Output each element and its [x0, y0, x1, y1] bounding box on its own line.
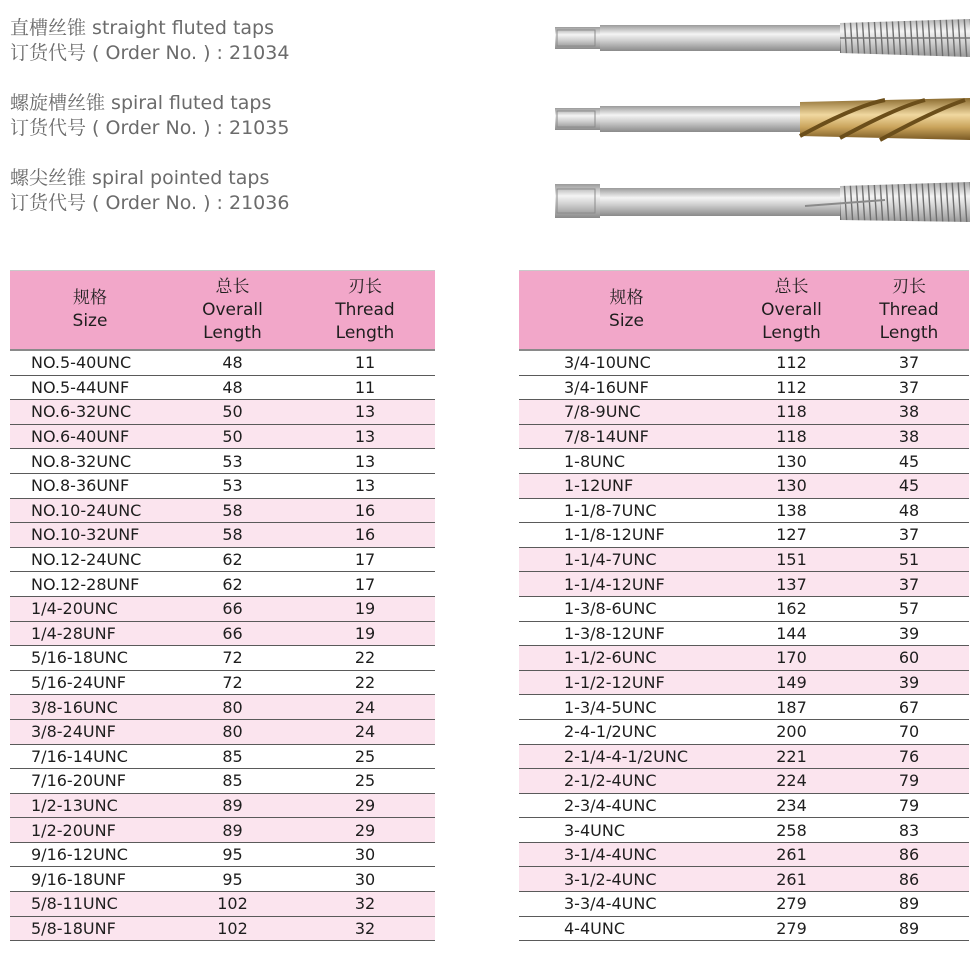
size-cell: 1-8UNC — [519, 449, 734, 474]
thread-length-cell: 39 — [849, 621, 969, 646]
thread-length-cell: 25 — [295, 769, 435, 794]
overall-length-cell: 279 — [734, 892, 849, 917]
size-cell: NO.10-32UNF — [10, 523, 170, 548]
overall-length-cell: 85 — [170, 769, 295, 794]
thread-length-cell: 45 — [849, 449, 969, 474]
thread-length-cell: 22 — [295, 646, 435, 671]
size-cell: 1-3/8-6UNC — [519, 596, 734, 621]
thread-length-cell: 60 — [849, 646, 969, 671]
thread-length-cell: 13 — [295, 473, 435, 498]
thread-length-cell: 79 — [849, 769, 969, 794]
table-row — [519, 498, 969, 523]
table-row — [10, 670, 435, 695]
table-row — [10, 818, 435, 843]
overall-length-cell: 112 — [734, 375, 849, 400]
product-name: 直槽丝锥 straight fluted taps — [10, 17, 275, 39]
overall-length-cell: 118 — [734, 400, 849, 425]
overall-length-cell: 234 — [734, 793, 849, 818]
overall-length-cell: 130 — [734, 473, 849, 498]
size-cell: 2-3/4-4UNC — [519, 793, 734, 818]
size-cell: NO.5-40UNC — [10, 350, 170, 375]
overall-length-cell: 170 — [734, 646, 849, 671]
size-cell: 3/8-16UNC — [10, 695, 170, 720]
size-cell: 3-3/4-4UNC — [519, 892, 734, 917]
thread-length-cell: 38 — [849, 400, 969, 425]
table-row — [10, 793, 435, 818]
overall-length-cell: 80 — [170, 719, 295, 744]
overall-length-cell: 130 — [734, 449, 849, 474]
table-row — [519, 744, 969, 769]
spiral-fluted-tap-image — [555, 96, 970, 142]
overall-length-cell: 66 — [170, 596, 295, 621]
overall-length-header: 总长 Overall Length — [734, 271, 849, 351]
size-cell: NO.8-32UNC — [10, 449, 170, 474]
table-row — [519, 867, 969, 892]
size-cell: 1-3/8-12UNF — [519, 621, 734, 646]
size-cell: 4-4UNC — [519, 916, 734, 941]
size-cell: 7/16-20UNF — [10, 769, 170, 794]
thread-length-cell: 11 — [295, 350, 435, 375]
table-row — [519, 916, 969, 941]
table-row — [519, 572, 969, 597]
size-cell: 3/8-24UNF — [10, 719, 170, 744]
table-row — [519, 449, 969, 474]
table-row — [10, 719, 435, 744]
table-row — [519, 350, 969, 375]
table-row — [10, 744, 435, 769]
thread-length-cell: 57 — [849, 596, 969, 621]
table-row — [519, 670, 969, 695]
overall-length-cell: 137 — [734, 572, 849, 597]
size-cell: NO.6-32UNC — [10, 400, 170, 425]
table-row — [519, 818, 969, 843]
overall-length-cell: 149 — [734, 670, 849, 695]
size-cell: 2-4-1/2UNC — [519, 719, 734, 744]
thread-length-cell: 37 — [849, 523, 969, 548]
overall-length-cell: 279 — [734, 916, 849, 941]
overall-length-cell: 261 — [734, 842, 849, 867]
overall-length-cell: 138 — [734, 498, 849, 523]
table-row — [10, 424, 435, 449]
product-name: 螺旋槽丝锥 spiral fluted taps — [10, 92, 272, 114]
size-cell: NO.8-36UNF — [10, 473, 170, 498]
overall-length-cell: 72 — [170, 670, 295, 695]
overall-length-cell: 62 — [170, 547, 295, 572]
size-cell: NO.12-24UNC — [10, 547, 170, 572]
spec-table-right — [519, 270, 969, 941]
table-row — [10, 892, 435, 917]
table-row — [10, 473, 435, 498]
size-header: 规格 Size — [10, 271, 170, 351]
table-row — [10, 621, 435, 646]
overall-length-cell: 151 — [734, 547, 849, 572]
table-row — [519, 695, 969, 720]
size-cell: 3/4-16UNF — [519, 375, 734, 400]
table-row — [10, 449, 435, 474]
size-cell: 1-1/4-7UNC — [519, 547, 734, 572]
size-cell: 1-1/4-12UNF — [519, 572, 734, 597]
overall-length-cell: 144 — [734, 621, 849, 646]
table-row — [519, 892, 969, 917]
overall-length-cell: 258 — [734, 818, 849, 843]
overall-length-cell: 48 — [170, 350, 295, 375]
overall-length-cell: 53 — [170, 473, 295, 498]
size-cell: NO.10-24UNC — [10, 498, 170, 523]
spiral-pointed-tap-image — [555, 180, 970, 226]
overall-length-cell: 58 — [170, 498, 295, 523]
overall-length-cell: 224 — [734, 769, 849, 794]
table-row — [519, 400, 969, 425]
table-row — [10, 646, 435, 671]
thread-length-cell: 24 — [295, 719, 435, 744]
table-row — [10, 695, 435, 720]
thread-length-cell: 37 — [849, 350, 969, 375]
table-row — [519, 547, 969, 572]
table-row — [10, 547, 435, 572]
size-cell: 1-12UNF — [519, 473, 734, 498]
size-cell: 1-1/2-6UNC — [519, 646, 734, 671]
size-cell: 1/4-20UNC — [10, 596, 170, 621]
thread-length-cell: 17 — [295, 572, 435, 597]
table-row — [10, 375, 435, 400]
size-cell: 9/16-18UNF — [10, 867, 170, 892]
thread-length-cell: 19 — [295, 621, 435, 646]
table-row — [10, 400, 435, 425]
table-row — [519, 523, 969, 548]
table-row — [10, 498, 435, 523]
overall-length-cell: 221 — [734, 744, 849, 769]
product-name: 螺尖丝锥 spiral pointed taps — [10, 167, 270, 189]
thread-length-cell: 32 — [295, 916, 435, 941]
thread-length-cell: 67 — [849, 695, 969, 720]
overall-length-cell: 112 — [734, 350, 849, 375]
thread-length-cell: 89 — [849, 916, 969, 941]
thread-length-header: 刃长 Thread Length — [295, 271, 435, 351]
thread-length-cell: 45 — [849, 473, 969, 498]
size-header: 规格 Size — [519, 271, 734, 351]
table-row — [519, 621, 969, 646]
thread-length-cell: 86 — [849, 842, 969, 867]
size-cell: 9/16-12UNC — [10, 842, 170, 867]
table-row — [10, 842, 435, 867]
table-row — [10, 596, 435, 621]
table-row — [10, 867, 435, 892]
size-cell: NO.6-40UNF — [10, 424, 170, 449]
overall-length-cell: 162 — [734, 596, 849, 621]
overall-length-cell: 62 — [170, 572, 295, 597]
table-row — [519, 646, 969, 671]
size-cell: 1/2-20UNF — [10, 818, 170, 843]
size-cell: NO.5-44UNF — [10, 375, 170, 400]
overall-length-cell: 80 — [170, 695, 295, 720]
table-row — [10, 769, 435, 794]
thread-length-cell: 30 — [295, 867, 435, 892]
table-row — [10, 572, 435, 597]
size-cell: 1/2-13UNC — [10, 793, 170, 818]
size-cell: 5/16-18UNC — [10, 646, 170, 671]
overall-length-cell: 187 — [734, 695, 849, 720]
table-row — [10, 350, 435, 375]
thread-length-cell: 70 — [849, 719, 969, 744]
order-number: 订货代号 ( Order No. ) : 21035 — [10, 117, 290, 139]
overall-length-cell: 58 — [170, 523, 295, 548]
size-cell: 5/8-11UNC — [10, 892, 170, 917]
thread-length-cell: 39 — [849, 670, 969, 695]
table-row — [519, 719, 969, 744]
size-cell: NO.12-28UNF — [10, 572, 170, 597]
thread-length-cell: 29 — [295, 818, 435, 843]
thread-length-cell: 22 — [295, 670, 435, 695]
thread-length-cell: 76 — [849, 744, 969, 769]
thread-length-cell: 79 — [849, 793, 969, 818]
spec-table-left — [10, 270, 435, 941]
size-cell: 3/4-10UNC — [519, 350, 734, 375]
product-straight-fluted — [10, 16, 530, 66]
order-number: 订货代号 ( Order No. ) : 21034 — [10, 42, 290, 64]
size-cell: 3-1/2-4UNC — [519, 867, 734, 892]
overall-length-cell: 127 — [734, 523, 849, 548]
overall-length-header: 总长 Overall Length — [170, 271, 295, 351]
size-cell: 2-1/4-4-1/2UNC — [519, 744, 734, 769]
straight-fluted-tap-image — [555, 15, 970, 61]
thread-length-cell: 37 — [849, 572, 969, 597]
size-cell: 1-1/8-7UNC — [519, 498, 734, 523]
thread-length-cell: 13 — [295, 400, 435, 425]
overall-length-cell: 118 — [734, 424, 849, 449]
thread-length-cell: 89 — [849, 892, 969, 917]
thread-length-cell: 13 — [295, 449, 435, 474]
size-cell: 5/8-18UNF — [10, 916, 170, 941]
thread-length-cell: 17 — [295, 547, 435, 572]
table-row — [519, 424, 969, 449]
overall-length-cell: 95 — [170, 842, 295, 867]
table-row — [519, 842, 969, 867]
thread-length-header: 刃长 Thread Length — [849, 271, 969, 351]
thread-length-cell: 32 — [295, 892, 435, 917]
table-row — [10, 916, 435, 941]
thread-length-cell: 48 — [849, 498, 969, 523]
size-cell: 7/8-14UNF — [519, 424, 734, 449]
overall-length-cell: 200 — [734, 719, 849, 744]
size-cell: 7/8-9UNC — [519, 400, 734, 425]
overall-length-cell: 89 — [170, 793, 295, 818]
thread-length-cell: 86 — [849, 867, 969, 892]
product-spiral-fluted — [10, 91, 530, 141]
table-row — [519, 473, 969, 498]
overall-length-cell: 102 — [170, 916, 295, 941]
overall-length-cell: 50 — [170, 424, 295, 449]
product-spiral-pointed — [10, 166, 530, 216]
thread-length-cell: 37 — [849, 375, 969, 400]
size-cell: 7/16-14UNC — [10, 744, 170, 769]
thread-length-cell: 30 — [295, 842, 435, 867]
thread-length-cell: 83 — [849, 818, 969, 843]
overall-length-cell: 85 — [170, 744, 295, 769]
overall-length-cell: 72 — [170, 646, 295, 671]
thread-length-cell: 38 — [849, 424, 969, 449]
table-row — [10, 523, 435, 548]
overall-length-cell: 95 — [170, 867, 295, 892]
thread-length-cell: 24 — [295, 695, 435, 720]
overall-length-cell: 261 — [734, 867, 849, 892]
size-cell: 2-1/2-4UNC — [519, 769, 734, 794]
thread-length-cell: 16 — [295, 498, 435, 523]
table-row — [519, 375, 969, 400]
size-cell: 1-3/4-5UNC — [519, 695, 734, 720]
overall-length-cell: 89 — [170, 818, 295, 843]
size-cell: 3-4UNC — [519, 818, 734, 843]
thread-length-cell: 11 — [295, 375, 435, 400]
table-row — [519, 793, 969, 818]
size-cell: 1/4-28UNF — [10, 621, 170, 646]
thread-length-cell: 51 — [849, 547, 969, 572]
size-cell: 1-1/2-12UNF — [519, 670, 734, 695]
table-row — [519, 596, 969, 621]
overall-length-cell: 50 — [170, 400, 295, 425]
overall-length-cell: 102 — [170, 892, 295, 917]
size-cell: 1-1/8-12UNF — [519, 523, 734, 548]
overall-length-cell: 66 — [170, 621, 295, 646]
size-cell: 3-1/4-4UNC — [519, 842, 734, 867]
thread-length-cell: 13 — [295, 424, 435, 449]
overall-length-cell: 48 — [170, 375, 295, 400]
thread-length-cell: 29 — [295, 793, 435, 818]
table-row — [519, 769, 969, 794]
size-cell: 5/16-24UNF — [10, 670, 170, 695]
thread-length-cell: 16 — [295, 523, 435, 548]
overall-length-cell: 53 — [170, 449, 295, 474]
thread-length-cell: 19 — [295, 596, 435, 621]
thread-length-cell: 25 — [295, 744, 435, 769]
order-number: 订货代号 ( Order No. ) : 21036 — [10, 192, 290, 214]
